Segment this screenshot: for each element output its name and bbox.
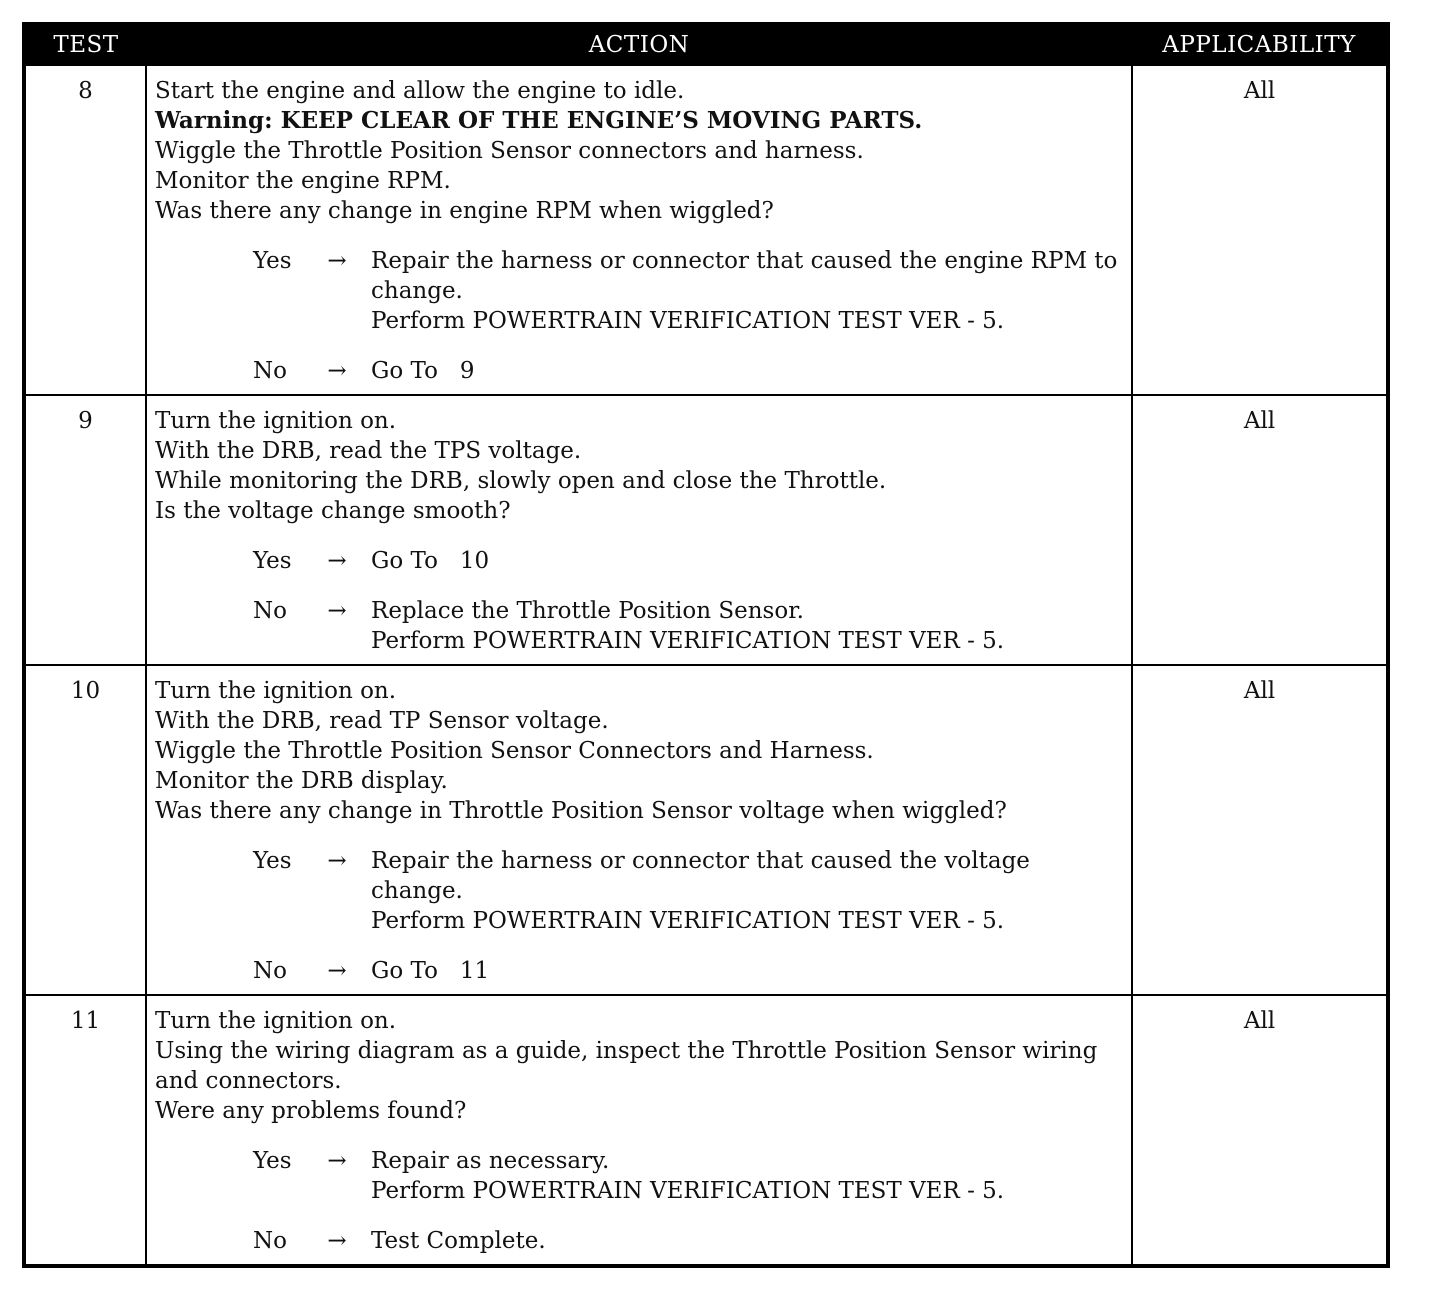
result-line: Perform POWERTRAIN VERIFICATION TEST VER - 5. (371, 308, 1005, 334)
result-text (371, 246, 1125, 336)
result-text (371, 1226, 1125, 1256)
header-test: TEST (24, 24, 146, 65)
result-text (371, 846, 1125, 936)
arrow-right-icon: → (327, 548, 347, 574)
result-line: Perform POWERTRAIN VERIFICATION TEST VER - 5. (371, 628, 1005, 654)
warning-text: Warning: KEEP CLEAR OF THE ENGINE’S MOVING PARTS. (155, 107, 923, 134)
result-text (371, 356, 1125, 386)
action-step: Was there any change in engine RPM when wiggled? (155, 198, 774, 224)
action-step: Turn the ignition on. (155, 678, 397, 704)
result-label: Yes (253, 848, 292, 874)
action-cell (146, 65, 1132, 395)
action-step: Monitor the engine RPM. (155, 168, 451, 194)
action-step: Turn the ignition on. (155, 1008, 397, 1034)
action-step: Were any problems found? (155, 1098, 467, 1124)
header-applicability: APPLICABILITY (1132, 24, 1388, 65)
result-label: No (253, 598, 287, 624)
result-label: No (253, 358, 287, 384)
result-label: No (253, 1228, 287, 1254)
result-options (155, 246, 1125, 386)
result-line: Test Complete. (371, 1228, 546, 1254)
action-step: Turn the ignition on. (155, 408, 397, 434)
result-no (253, 596, 1125, 656)
arrow-right-icon: → (327, 358, 347, 384)
result-text (371, 596, 1125, 656)
result-label: No (253, 958, 287, 984)
result-no (253, 956, 1125, 986)
table-row (24, 995, 1388, 1266)
test-number: 10 (24, 665, 146, 995)
result-label: Yes (253, 548, 292, 574)
result-yes (253, 546, 1125, 576)
arrow-right-icon: → (327, 598, 347, 624)
action-step: Start the engine and allow the engine to idle. (155, 78, 685, 104)
result-text (371, 1146, 1125, 1206)
action-step: Is the voltage change smooth? (155, 498, 511, 524)
result-line: Go To 11 (371, 958, 490, 984)
test-number: 9 (24, 395, 146, 665)
table-row (24, 665, 1388, 995)
applicability-value: All (1132, 665, 1388, 995)
result-yes (253, 846, 1125, 936)
arrow-right-icon: → (327, 958, 347, 984)
arrow-right-icon: → (327, 248, 347, 274)
action-step: With the DRB, read the TPS voltage. (155, 438, 582, 464)
result-line: Go To 9 (371, 358, 475, 384)
header-action: ACTION (146, 24, 1132, 65)
diagnostic-test-table (22, 22, 1390, 1268)
result-line: Repair the harness or connector that caused the voltage change. (371, 848, 1030, 904)
action-step: With the DRB, read TP Sensor voltage. (155, 708, 609, 734)
action-step: Using the wiring diagram as a guide, inspect the Throttle Position Sensor wiring and connectors. (155, 1038, 1098, 1094)
table-row (24, 395, 1388, 665)
result-options (155, 846, 1125, 986)
action-cell (146, 665, 1132, 995)
result-line: Perform POWERTRAIN VERIFICATION TEST VER - 5. (371, 1178, 1005, 1204)
result-yes (253, 246, 1125, 336)
action-cell (146, 995, 1132, 1266)
test-number: 11 (24, 995, 146, 1266)
action-step: Monitor the DRB display. (155, 768, 448, 794)
applicability-value: All (1132, 395, 1388, 665)
result-no (253, 356, 1125, 386)
result-line: Repair as necessary. (371, 1148, 610, 1174)
result-options (155, 1146, 1125, 1256)
result-line: Perform POWERTRAIN VERIFICATION TEST VER - 5. (371, 908, 1005, 934)
applicability-value: All (1132, 65, 1388, 395)
action-step: Wiggle the Throttle Position Sensor connectors and harness. (155, 138, 864, 164)
table-header-row (24, 24, 1388, 65)
action-step: Was there any change in Throttle Position Sensor voltage when wiggled? (155, 798, 1007, 824)
table-row (24, 65, 1388, 395)
action-cell (146, 395, 1132, 665)
result-line: Replace the Throttle Position Sensor. (371, 598, 804, 624)
result-line: Go To 10 (371, 548, 490, 574)
result-line: Repair the harness or connector that caused the engine RPM to change. (371, 248, 1118, 304)
applicability-value: All (1132, 995, 1388, 1266)
result-text (371, 956, 1125, 986)
result-label: Yes (253, 1148, 292, 1174)
result-text (371, 546, 1125, 576)
action-step: While monitoring the DRB, slowly open and close the Throttle. (155, 468, 887, 494)
arrow-right-icon: → (327, 1148, 347, 1174)
result-yes (253, 1146, 1125, 1206)
table-body (24, 65, 1388, 1266)
result-label: Yes (253, 248, 292, 274)
action-step: Wiggle the Throttle Position Sensor Connectors and Harness. (155, 738, 874, 764)
test-number: 8 (24, 65, 146, 395)
arrow-right-icon: → (327, 848, 347, 874)
result-options (155, 546, 1125, 656)
arrow-right-icon: → (327, 1228, 347, 1254)
result-no (253, 1226, 1125, 1256)
